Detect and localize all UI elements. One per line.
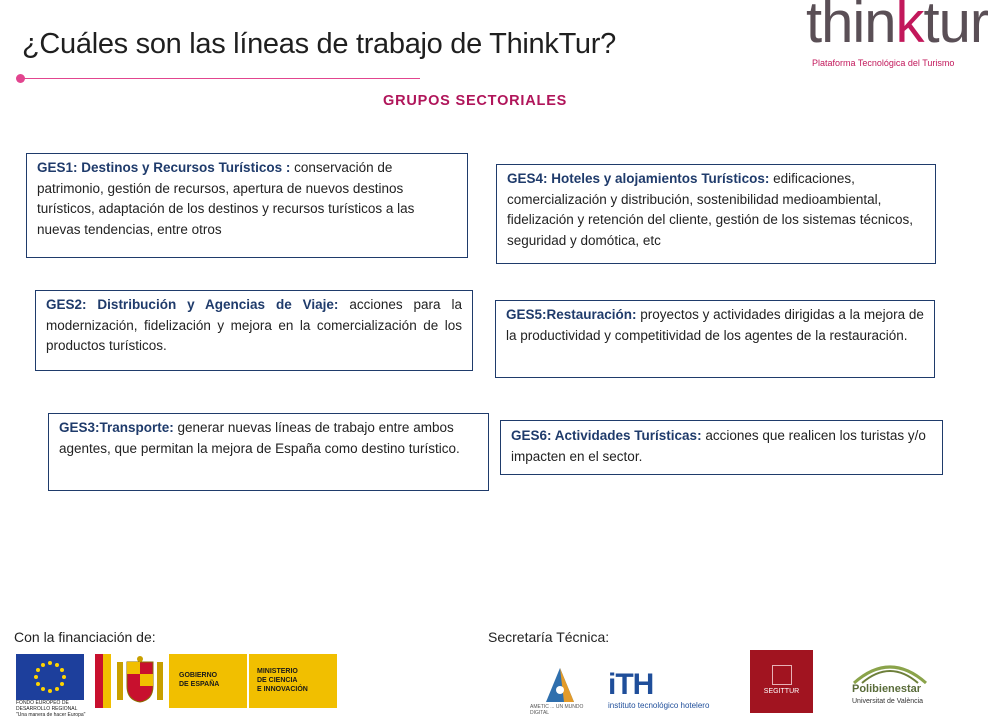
ith-subtitle: instituto tecnológico hotelero — [608, 701, 710, 710]
group-box-ges2 — [35, 290, 473, 371]
polibienestar-university: Universitat de València — [852, 698, 924, 705]
government-block: GOBIERNO DE ESPAÑA — [169, 654, 247, 708]
coat-of-arms-icon — [113, 656, 167, 706]
polibienestar-logo — [840, 655, 940, 715]
secretariat-label: Secretaría Técnica: — [488, 629, 610, 645]
segittur-wordmark: SEGITTUR — [763, 688, 800, 695]
group-description: conservación de patrimonio, gestión de recursos, apertura de nuevos destinos turísticos, adaptación de los destinos y recursos turísticos a las nuevas tendencias, entre otros — [37, 160, 415, 237]
group-label: GES2: Distribución y Agencias de Viaje: — [46, 297, 339, 312]
funding-label: Con la financiación de: — [14, 629, 156, 645]
eu-fund-caption: FONDO EUROPEO DE DESARROLLO REGIONAL "Una manera de hacer Europa" — [16, 700, 86, 718]
polibienestar-arc-icon — [840, 655, 940, 685]
group-label: GES5:Restauración: — [506, 307, 637, 322]
title-underline — [22, 78, 420, 79]
group-box-ges4 — [496, 164, 936, 264]
thinktur-logo-wordmark: thinktur — [806, 0, 988, 55]
spain-flag-red — [95, 654, 103, 708]
group-description: edificaciones, comercialización y distribución, sostenibilidad medioambiental, fidelización y retención del cliente, gestión de los sistemas técnicos, seguridad y domótica, etc — [507, 171, 913, 248]
ith-logo — [608, 668, 710, 710]
ministry-block: MINISTERIO DE CIENCIA E INNOVACIÓN — [249, 654, 337, 708]
spain-government-logo — [95, 654, 337, 708]
group-description: acciones para la modernización, fidelización y mejora en la comercialización de los productos turísticos. — [46, 297, 462, 353]
group-label: GES1: Destinos y Recursos Turísticos : — [37, 160, 291, 175]
group-description: proyectos y actividades dirigidas a la mejora de la productividad y competitividad de los agentes de la restauración. — [506, 307, 924, 343]
section-heading: GRUPOS SECTORIALES — [383, 93, 568, 109]
segittur-logo — [750, 650, 813, 713]
ith-wordmark: iTH — [608, 668, 654, 701]
group-box-ges3 — [48, 413, 489, 491]
spain-flag-yellow — [103, 654, 111, 708]
segittur-square-icon — [772, 665, 792, 685]
group-box-ges5 — [495, 300, 935, 378]
slide-title: ¿Cuáles son las líneas de trabajo de ThinkTur? — [22, 28, 616, 60]
group-box-ges6 — [500, 420, 943, 475]
group-label: GES3:Transporte: — [59, 420, 174, 435]
group-description: acciones que realicen los turistas y/o impacten en el sector. — [511, 428, 926, 464]
group-box-ges1 — [26, 153, 468, 258]
group-label: GES4: Hoteles y alojamientos Turísticos: — [507, 171, 770, 186]
group-description: generar nuevas líneas de trabajo entre ambos agentes, que permitan la mejora de España como destino turístico. — [59, 420, 460, 456]
ametic-caption: AMETIC ... UN MUNDO DIGITAL — [530, 704, 584, 716]
polibienestar-wordmark: Polibienestar — [852, 683, 922, 695]
thinktur-logo-tagline: Plataforma Tecnológica del Turismo — [812, 58, 955, 68]
eu-flag-icon — [16, 654, 84, 700]
group-label: GES6: Actividades Turísticas: — [511, 428, 702, 443]
thinktur-logo — [800, 0, 988, 75]
